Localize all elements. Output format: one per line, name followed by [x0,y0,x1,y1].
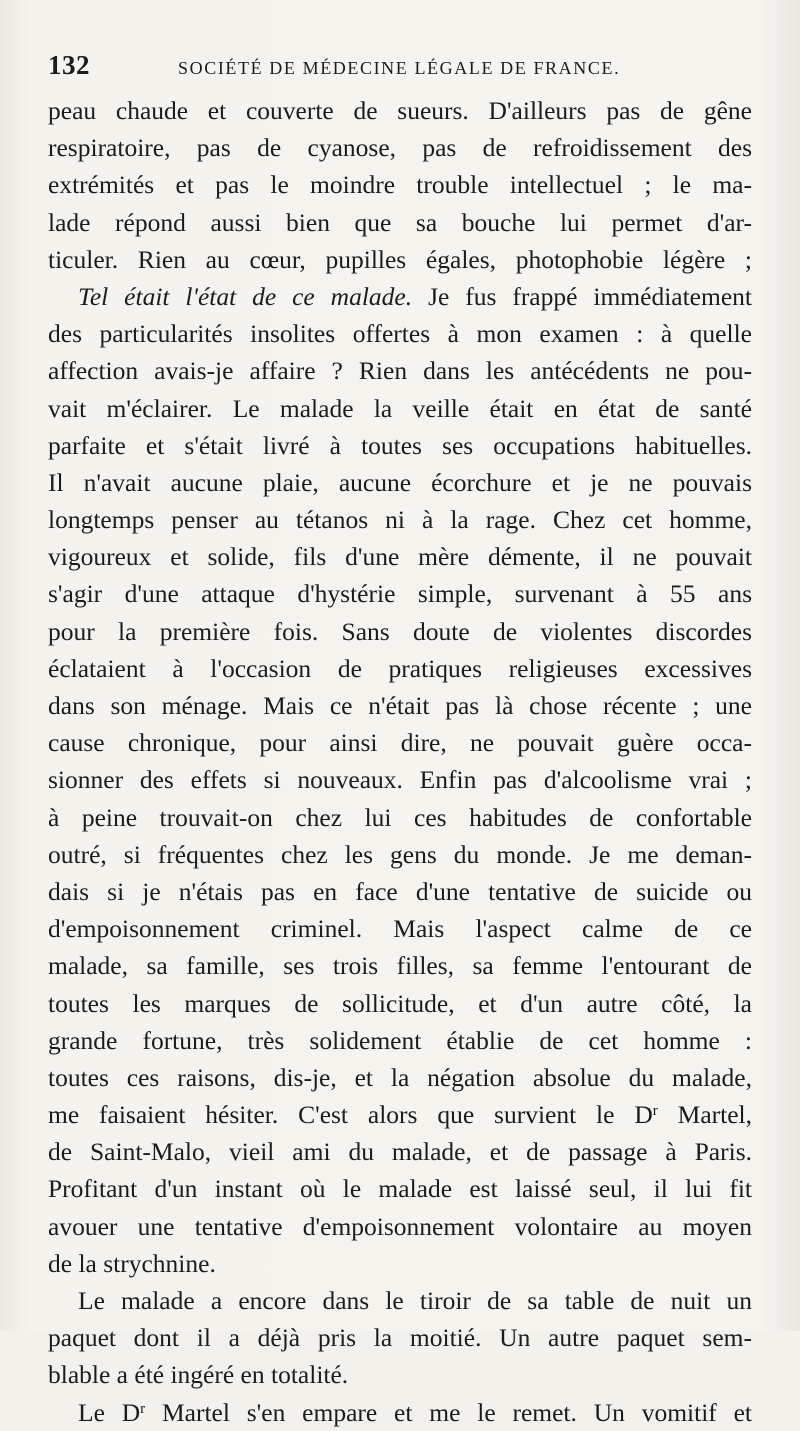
text-line: toutes les marques de sollicitude, et d'un autre côté, la [48,988,752,1018]
text-line: de la strychnine. [48,1248,216,1278]
text-line-rest: Je fus frappé immédiatement [428,281,752,311]
text-line: cause chronique, pour ainsi dire, ne pouvait guère occa- [48,728,752,758]
text-line: éclataient à l'occasion de pratiques religieuses excessives [48,653,752,683]
text-line-start: me faisaient hésiter. C'est alors que survient le D [48,1100,653,1130]
text-line: pour la première fois. Sans doute de violentes discordes [48,616,752,646]
text-line: lade répond aussi bien que sa bouche lui permet d'ar- [48,207,752,237]
text-line: outré, si fréquentes chez les gens du monde. Je me deman- [48,839,752,869]
text-line: affection avais-je affaire ? Rien dans les antécédents ne pou- [48,356,752,386]
text-line: Il n'avait aucune plaie, aucune écorchure et je ne pouvais [48,467,752,497]
page-header [48,50,748,86]
body-text [48,92,752,1431]
running-title: SOCIÉTÉ DE MÉDECINE LÉGALE DE FRANCE. [178,58,621,78]
superscript-r: r [140,1400,146,1417]
text-line: sionner des effets si nouveaux. Enfin pas d'alcoolisme vrai ; [48,765,752,795]
text-line: toutes ces raisons, dis-je, et la négation absolue du malade, [48,1062,752,1092]
page-number: 132 [48,50,90,80]
text-line: dais si je n'étais pas en face d'une tentative de suicide ou [48,876,752,906]
superscript-r: r [652,1103,658,1120]
text-line-start: Le D [78,1397,141,1427]
text-line: Le malade a encore dans le tiroir de sa table de nuit un [78,1286,752,1315]
text-line: grande fortune, très solidement établie de cet homme : [48,1025,752,1055]
text-line [48,1096,752,1133]
text-line-end: Martel, [657,1100,752,1130]
text-line: parfaite et s'était livré à toutes ses occupations habituelles. [48,430,752,460]
text-line [48,278,752,315]
text-line-end: Martel s'en empare et me le remet. Un vomitif et [161,1397,752,1427]
text-line: malade, sa famille, ses trois filles, sa femme l'entourant de [48,951,752,981]
text-line: respiratoire, pas de cyanose, pas de refroidissement des [48,133,752,163]
text-line: peau chaude et couverte de sueurs. D'ailleurs pas de gêne [48,96,752,125]
text-line: longtemps penser au tétanos ni à la rage. Chez cet homme, [48,505,752,535]
text-line: d'empoisonnement criminel. Mais l'aspect calme de ce [48,914,752,944]
text-line: à peine trouvait-on chez lui ces habitudes de confortable [48,802,752,832]
text-line [48,1394,752,1431]
text-line: vait m'éclairer. Le malade la veille était en état de santé [48,393,752,423]
text-line: des particularités insolites offertes à mon examen : à quelle [48,319,752,349]
text-line: s'agir d'une attaque d'hystérie simple, survenant à 55 ans [48,579,752,609]
text-line: Profitant d'un instant où le malade est laissé seul, il lui fit [48,1174,752,1204]
text-line: de Saint-Malo, vieil ami du malade, et de passage à Paris. [48,1137,752,1167]
text-line: blable a été ingéré en totalité. [48,1360,349,1390]
text-line: extrémités et pas le moindre trouble intellectuel ; le ma- [48,170,752,200]
italic-phrase: Tel était l'état de ce malade. [78,281,413,311]
text-line: vigoureux et solide, fils d'une mère démente, il ne pouvait [48,542,752,572]
text-line: avouer une tentative d'empoisonnement volontaire au moyen [48,1211,752,1241]
text-line: dans son ménage. Mais ce n'était pas là chose récente ; une [48,691,752,720]
text-line: paquet dont il a déjà pris la moitié. Un autre paquet sem- [48,1323,752,1353]
text-line: ticuler. Rien au cœur, pupilles égales, photophobie légère ; [48,244,752,274]
